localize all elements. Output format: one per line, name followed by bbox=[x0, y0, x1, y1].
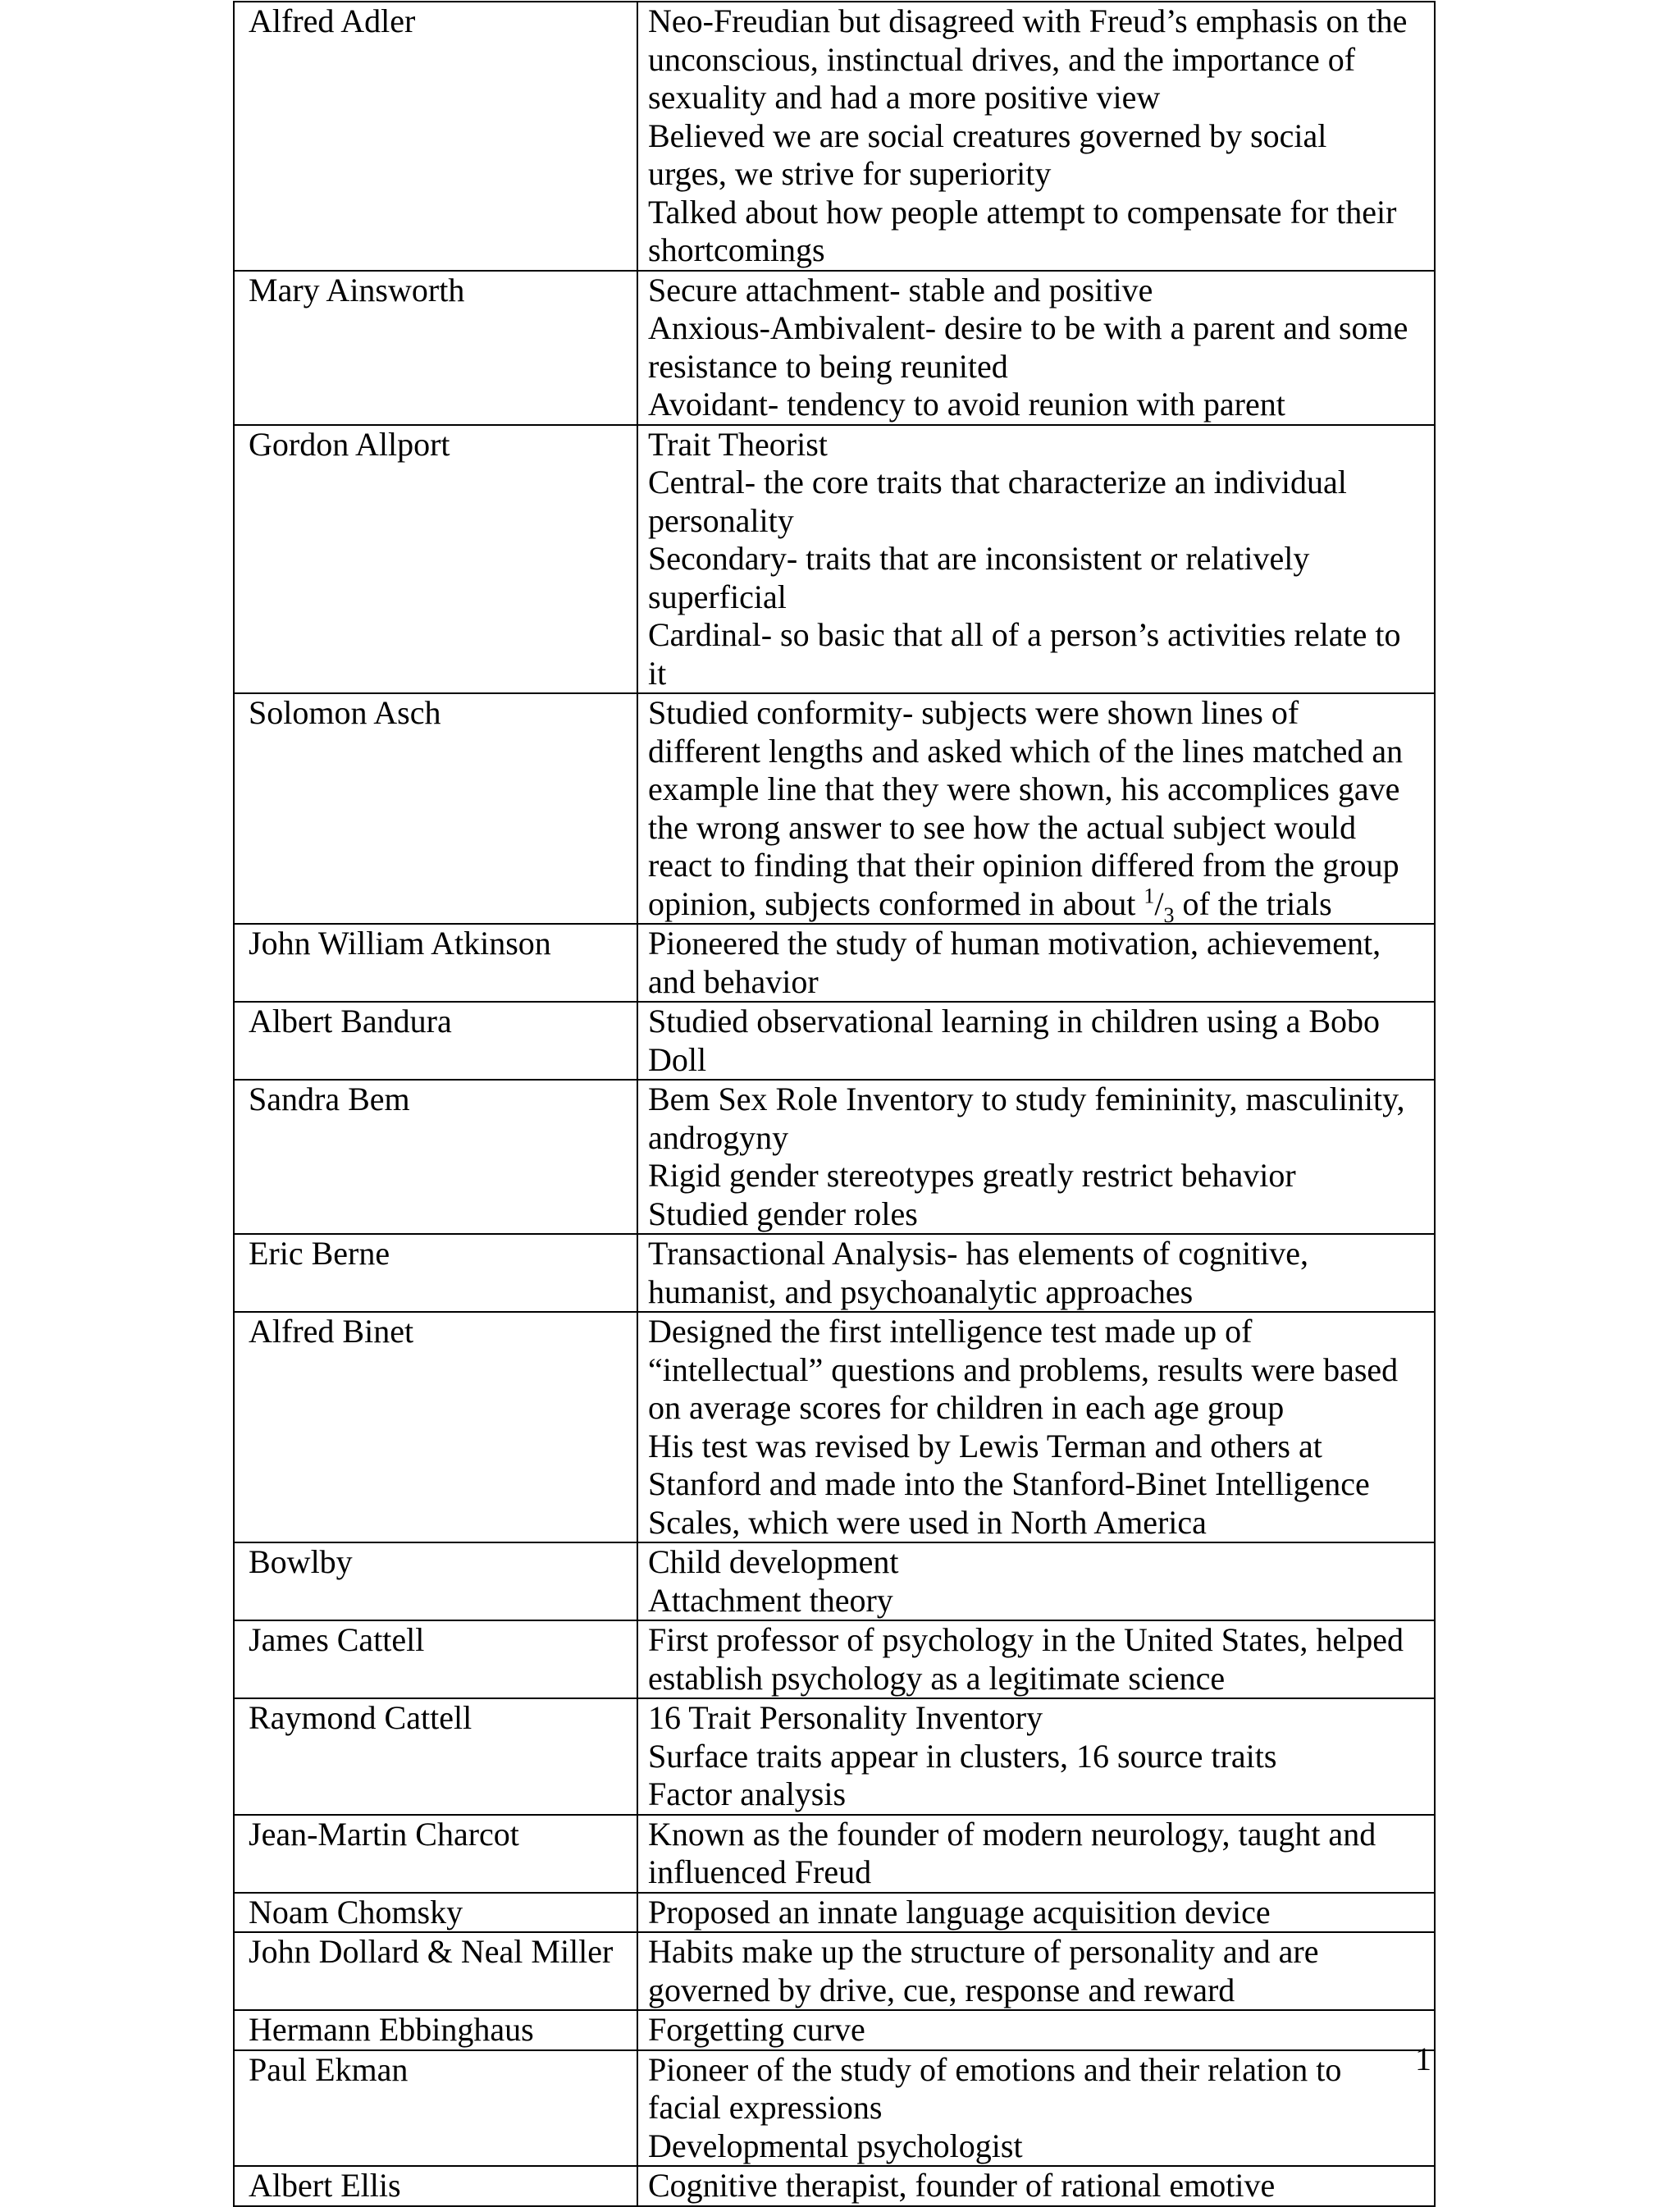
contribution-line: Surface traits appear in clusters, 16 source traits bbox=[648, 1737, 1277, 1775]
table-row bbox=[234, 1815, 1435, 1893]
table-row bbox=[234, 1234, 1435, 1312]
psychologist-name-cell bbox=[234, 2166, 637, 2206]
table-row bbox=[234, 271, 1435, 425]
contribution-line: humanist, and psychoanalytic approaches bbox=[648, 1273, 1194, 1310]
contribution-cell bbox=[637, 1815, 1435, 1893]
contribution-line: His test was revised by Lewis Terman and others at bbox=[648, 1427, 1322, 1464]
table-row bbox=[234, 2050, 1435, 2167]
contribution-line: urges, we strive for superiority bbox=[648, 155, 1052, 192]
contribution-line: Pioneer of the study of emotions and their relation to bbox=[648, 2050, 1342, 2088]
contribution-cell bbox=[637, 1002, 1435, 1080]
contribution-line: Talked about how people attempt to compensate for their bbox=[648, 193, 1397, 231]
contribution-line: Studied conformity- subjects were shown lines of bbox=[648, 694, 1299, 731]
psychologist-name: Noam Chomsky bbox=[249, 1893, 463, 1931]
contribution-line: facial expressions bbox=[648, 2089, 883, 2126]
contribution-line: Transactional Analysis- has elements of cognitive, bbox=[648, 1235, 1309, 1272]
contribution-cell bbox=[637, 1542, 1435, 1620]
psychologist-name-cell bbox=[234, 924, 637, 1002]
contribution-line: Proposed an innate language acquisition device bbox=[648, 1893, 1271, 1931]
contribution-line: Avoidant- tendency to avoid reunion with parent bbox=[648, 386, 1285, 423]
psychologist-name: Eric Berne bbox=[249, 1235, 390, 1272]
contribution-line: Anxious-Ambivalent- desire to be with a parent and some bbox=[648, 309, 1408, 346]
psychologist-name-cell bbox=[234, 2, 637, 271]
contribution-line: Forgetting curve bbox=[648, 2011, 865, 2048]
contribution-line: First professor of psychology in the United States, helped bbox=[648, 1621, 1404, 1658]
contribution-line: Attachment theory bbox=[648, 1581, 893, 1619]
contribution-line bbox=[648, 884, 1424, 927]
table-row bbox=[234, 2, 1435, 271]
contribution-line: example line that they were shown, his accomplices gave bbox=[648, 770, 1400, 807]
contribution-line: resistance to being reunited bbox=[648, 347, 1008, 385]
contribution-cell bbox=[637, 693, 1435, 927]
table-row bbox=[234, 924, 1435, 1002]
contribution-cell bbox=[637, 1620, 1435, 1698]
table-row bbox=[234, 2166, 1435, 2206]
contribution-line: Stanford and made into the Stanford-Binet Intelligence bbox=[648, 1465, 1370, 1502]
contribution-cell bbox=[637, 1234, 1435, 1312]
psychologist-name: Paul Ekman bbox=[249, 2050, 409, 2088]
table-row bbox=[234, 1002, 1435, 1080]
psychologist-name: Solomon Asch bbox=[249, 694, 441, 731]
page-number: 1 bbox=[1415, 2040, 1431, 2077]
contribution-line: Known as the founder of modern neurology, taught and bbox=[648, 1815, 1376, 1853]
contribution-line: Habits make up the structure of personality and are bbox=[648, 1933, 1319, 1970]
contribution-cell bbox=[637, 271, 1435, 425]
contribution-cell bbox=[637, 1080, 1435, 1234]
psychologist-name-cell bbox=[234, 1312, 637, 1542]
fraction-denominator: 3 bbox=[1163, 902, 1175, 927]
contribution-line: personality bbox=[648, 501, 794, 539]
contribution-line: governed by drive, cue, response and reward bbox=[648, 1971, 1235, 2008]
psychologist-name-cell bbox=[234, 1815, 637, 1893]
contribution-cell bbox=[637, 1698, 1435, 1815]
psychologist-name: Hermann Ebbinghaus bbox=[249, 2011, 534, 2048]
psychologist-name-cell bbox=[234, 1080, 637, 1234]
psychologist-name-cell bbox=[234, 1234, 637, 1312]
contribution-cell bbox=[637, 1312, 1435, 1542]
contribution-line: Secure attachment- stable and positive bbox=[648, 271, 1153, 308]
contribution-cell bbox=[637, 2, 1435, 271]
psychologist-name-cell bbox=[234, 2010, 637, 2050]
psychologists-table bbox=[233, 1, 1436, 2207]
contribution-line: influenced Freud bbox=[648, 1853, 872, 1890]
contribution-cell bbox=[637, 2010, 1435, 2050]
fraction-separator: / bbox=[1154, 884, 1164, 922]
psychologist-name-cell bbox=[234, 693, 637, 924]
contribution-line: Believed we are social creatures governed by social bbox=[648, 117, 1327, 154]
psychologist-name-cell bbox=[234, 1698, 637, 1815]
contribution-line: Designed the first intelligence test made up of bbox=[648, 1313, 1253, 1350]
contribution-line: Cognitive therapist, founder of rational emotive bbox=[648, 2167, 1276, 2204]
psychologist-name-cell bbox=[234, 1932, 637, 2010]
psychologist-name: Mary Ainsworth bbox=[249, 271, 465, 308]
document-page bbox=[233, 0, 1434, 2204]
contribution-line: Scales, which were used in North America bbox=[648, 1503, 1207, 1541]
contribution-line: Rigid gender stereotypes greatly restrict behavior bbox=[648, 1157, 1296, 1194]
fraction-line-text: of the trials bbox=[1174, 884, 1332, 922]
psychologist-name: Bowlby bbox=[249, 1543, 353, 1580]
psychologist-name-cell bbox=[234, 2050, 637, 2167]
psychologist-name-cell bbox=[234, 1620, 637, 1698]
psychologist-name-cell bbox=[234, 1893, 637, 1933]
contribution-cell bbox=[637, 1893, 1435, 1933]
table-row bbox=[234, 1893, 1435, 1933]
contribution-line: Cardinal- so basic that all of a person’s activities relate to bbox=[648, 616, 1401, 653]
contribution-line: Trait Theorist bbox=[648, 425, 828, 463]
contribution-line: Bem Sex Role Inventory to study femininity, masculinity, bbox=[648, 1081, 1405, 1117]
contribution-line: Neo-Freudian but disagreed with Freud’s emphasis on the bbox=[648, 2, 1408, 39]
contribution-cell bbox=[637, 1932, 1435, 2010]
contribution-line: Child development bbox=[648, 1543, 899, 1580]
contribution-line: superficial bbox=[648, 578, 787, 615]
table-row bbox=[234, 1080, 1435, 1234]
contribution-line: on average scores for children in each age group bbox=[648, 1389, 1285, 1426]
psychologist-name: Alfred Adler bbox=[249, 2, 416, 39]
psychologist-name: Raymond Cattell bbox=[249, 1699, 472, 1736]
contribution-cell bbox=[637, 2166, 1435, 2206]
table-row bbox=[234, 1620, 1435, 1698]
psychologist-name: John William Atkinson bbox=[249, 925, 551, 962]
contribution-line: Studied gender roles bbox=[648, 1195, 918, 1232]
contribution-line: Pioneered the study of human motivation, achievement, bbox=[648, 925, 1381, 962]
contribution-line: 16 Trait Personality Inventory bbox=[648, 1699, 1043, 1736]
table-row bbox=[234, 1932, 1435, 2010]
table-row bbox=[234, 1698, 1435, 1815]
contribution-line: it bbox=[648, 654, 667, 692]
contribution-line: unconscious, instinctual drives, and the importance of bbox=[648, 40, 1356, 78]
table-row bbox=[234, 1312, 1435, 1542]
contribution-line: Secondary- traits that are inconsistent or relatively bbox=[648, 540, 1310, 577]
psychologist-name: Jean-Martin Charcot bbox=[249, 1815, 519, 1853]
contribution-line: androgyny bbox=[648, 1118, 789, 1156]
psychologist-name-cell bbox=[234, 1542, 637, 1620]
table-row bbox=[234, 425, 1435, 694]
contribution-line: Developmental psychologist bbox=[648, 2127, 1023, 2164]
psychologist-name: Sandra Bem bbox=[249, 1081, 410, 1117]
psychologist-name: Gordon Allport bbox=[249, 425, 450, 463]
table-body bbox=[234, 2, 1435, 2206]
contribution-line: sexuality and had a more positive view bbox=[648, 79, 1161, 116]
psychologist-name-cell bbox=[234, 425, 637, 694]
contribution-line: establish psychology as a legitimate science bbox=[648, 1659, 1226, 1697]
table-row bbox=[234, 2010, 1435, 2050]
table-row bbox=[234, 693, 1435, 924]
contribution-line: shortcomings bbox=[648, 231, 825, 268]
contribution-line: the wrong answer to see how the actual subject would bbox=[648, 808, 1357, 846]
contribution-line: and behavior bbox=[648, 962, 819, 1000]
contribution-cell bbox=[637, 924, 1435, 1002]
contribution-line: Central- the core traits that characterize an individual bbox=[648, 464, 1347, 500]
psychologist-name: Alfred Binet bbox=[249, 1313, 414, 1350]
contribution-line: react to finding that their opinion differed from the group bbox=[648, 847, 1399, 884]
contribution-cell bbox=[637, 425, 1435, 694]
psychologist-name-cell bbox=[234, 271, 637, 425]
contribution-line: Factor analysis bbox=[648, 1775, 847, 1812]
psychologist-name: Albert Bandura bbox=[249, 1003, 452, 1040]
fraction-numerator: 1 bbox=[1144, 884, 1155, 908]
fraction-line-text: opinion, subjects conformed in about bbox=[648, 884, 1144, 922]
psychologist-name-cell bbox=[234, 1002, 637, 1080]
psychologist-name: Albert Ellis bbox=[249, 2167, 401, 2204]
psychologist-name: John Dollard & Neal Miller bbox=[249, 1933, 614, 1970]
contribution-line: different lengths and asked which of the lines matched an bbox=[648, 732, 1404, 770]
contribution-line: “intellectual” questions and problems, results were based bbox=[648, 1350, 1399, 1388]
table-row bbox=[234, 1542, 1435, 1620]
contribution-line: Doll bbox=[648, 1040, 707, 1078]
psychologist-name: James Cattell bbox=[249, 1621, 425, 1658]
contribution-cell bbox=[637, 2050, 1435, 2167]
contribution-line: Studied observational learning in children using a Bobo bbox=[648, 1003, 1381, 1040]
